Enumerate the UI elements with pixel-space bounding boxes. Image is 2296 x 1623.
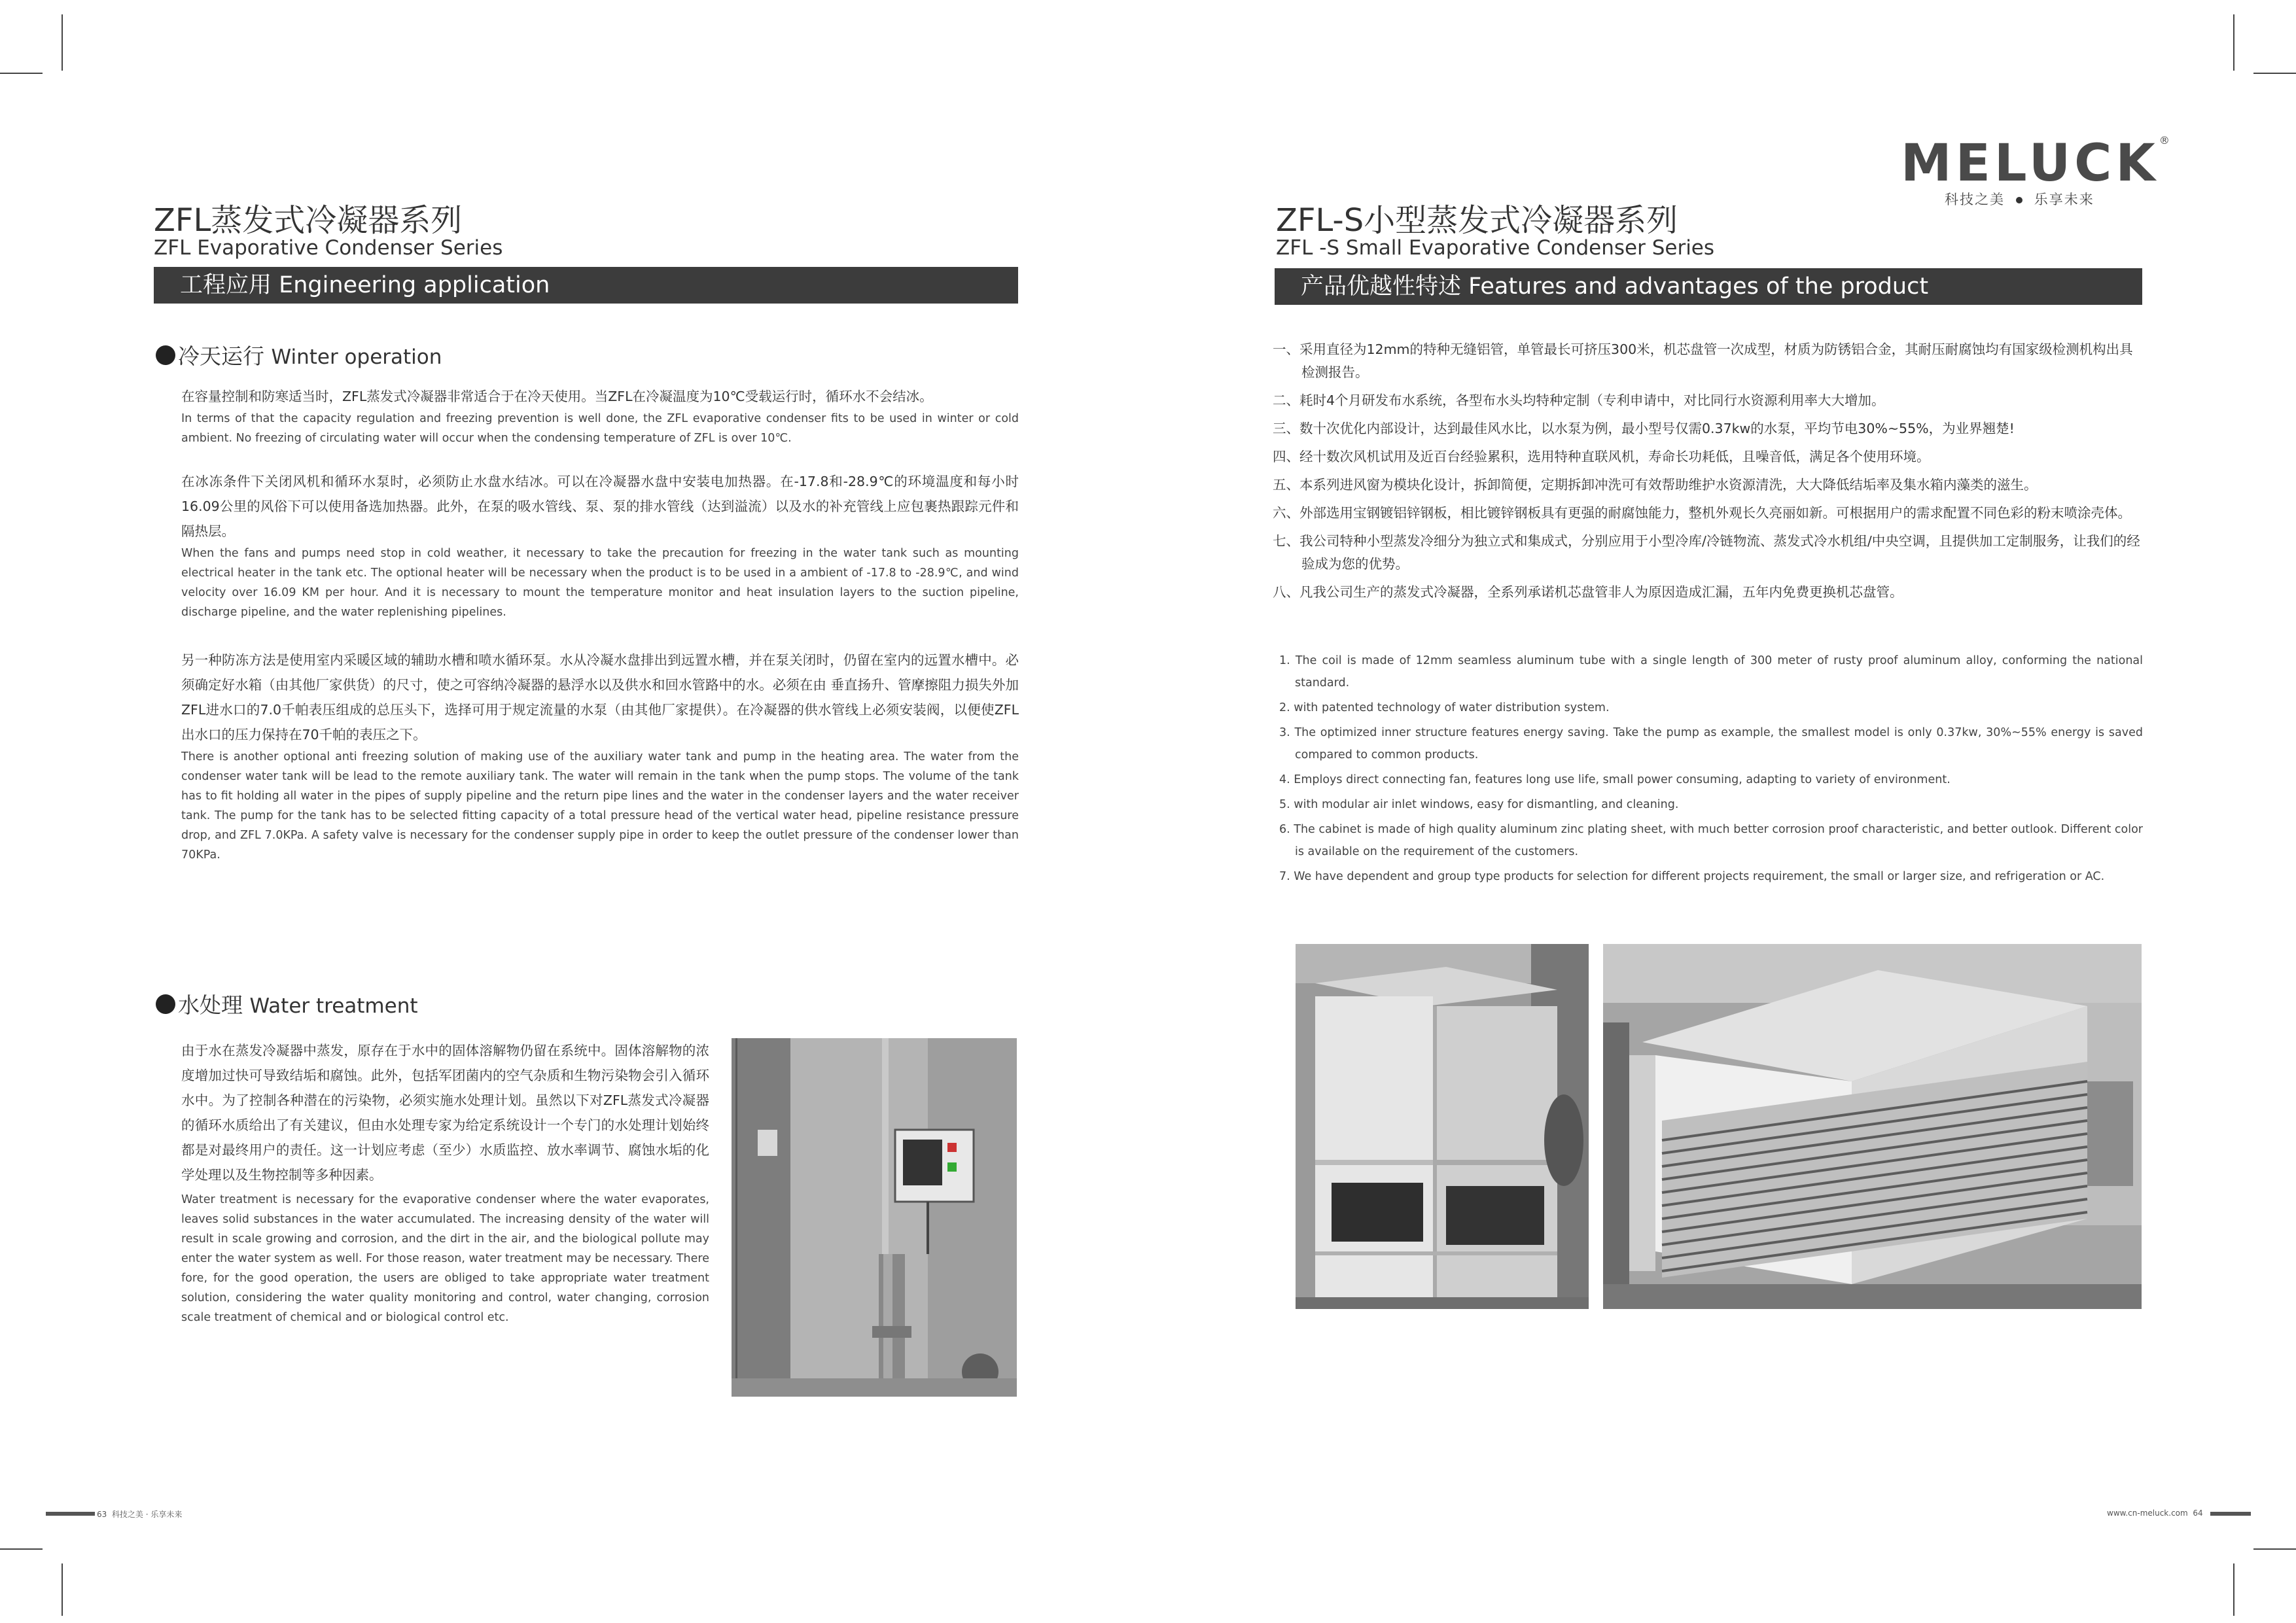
- list-item: 七、我公司特种小型蒸发冷细分为独立式和集成式，分别应用于小型冷库/冷链物流、蒸发式冷水机组/中央空调，且提供加工定制服务，让我们的经验成为您的优势。: [1273, 533, 2140, 572]
- winter-heading: 冷天运行 Winter operation: [156, 345, 442, 368]
- condenser-unit-illustration: [1296, 944, 1589, 1309]
- crop-mark: [0, 73, 43, 74]
- condenser-units-illustration: [1603, 944, 2142, 1309]
- crop-mark: [2253, 73, 2296, 74]
- left-page-title-cn: ZFL蒸发式冷凝器系列: [154, 202, 463, 239]
- list-item: 一、采用直径为12mm的特种无缝铝管，单管最长可挤压300米，机芯盘管一次成型，材质为防锈铝合金，其耐压耐腐蚀均有国家级检测机构出具检测报告。: [1273, 341, 2133, 380]
- features-list-en: [1279, 650, 2143, 890]
- slogan-dot-icon: [2016, 197, 2022, 203]
- list-item: 1. The coil is made of 12mm seamless aluminum tube with a single length of 300 meter of rusty proof aluminum alloy, conforming the national standard.: [1279, 654, 2143, 689]
- crop-mark: [2253, 1548, 2296, 1550]
- list-item: 四、经十数次风机试用及近百台经验累积，选用特种直联风机，寿命长功耗低，且噪音低，满足各个使用环境。: [1273, 449, 1930, 464]
- list-item: 三、数十次优化内部设计，达到最佳风水比，以水泵为例，最小型号仅需0.37kw的水泵，平均节电30%~55%，为业界翘楚!: [1273, 421, 2015, 436]
- winter-paragraph-3: 另一种防冻方法是使用室内采暖区域的辅助水槽和喷水循环泵。水从冷凝水盘排出到远置水槽，并在泵关闭时，仍留在室内的远置水槽中。必须确定好水箱（由其他厂家供货）的尺寸，使之可容纳冷凝器的悬浮水以及供水和回水管路中的水。必须在由 垂直扬升、管摩擦阻力损失外加ZFL进水口的7.0千帕表压组成的总压头下，选择可用于规定流量的水泵（由其他厂家提供）。在冷凝器的供水管线上必须安装阀，以便使ZFL出水口的压力保持在70千帕的表压之下。 There is another optional anti freezing solution of making use of the auxiliary water tank and pump in the heating area. The water from the condenser water tank will be lead to the remote auxiliary tank. The water will remain in the tank when the pump stops. The volume of the tank has to fit holding all water in the pipes of supply pipeline and the return pipe lines and the water in the condenser layers and the water receiver tank. The pump for the tank has to be selected fitting capacity of a total pressure head of the vertical water head, pipeline resistance pressure drop, and ZFL 7.0KPa. A safety valve is necessary for the condenser supply pipe in order to keep the outlet pressure of the condenser lower than 70KPa.: [181, 652, 1019, 862]
- condenser-photo-2: [1603, 944, 2142, 1309]
- list-item: 六、外部选用宝钢镀铝锌钢板，相比镀锌钢板具有更强的耐腐蚀能力，整机外观长久亮丽如新。可根据用户的需求配置不同色彩的粉末喷涂壳体。: [1273, 505, 2131, 521]
- list-item: 5. with modular air inlet windows, easy for dismantling, and cleaning.: [1279, 798, 1679, 811]
- right-page-title-en: ZFL -S Small Evaporative Condenser Series: [1276, 236, 1715, 260]
- condenser-photo-1: [1296, 944, 1589, 1309]
- right-section-bar: 产品优越性特述 Features and advantages of the product: [1275, 268, 2142, 305]
- crop-mark: [62, 1563, 63, 1616]
- water-heading: 水处理 Water treatment: [156, 994, 418, 1017]
- bullet-icon: [156, 994, 175, 1014]
- water-treatment-photo: [732, 1038, 1017, 1397]
- right-footer: www.cn-meluck.com 64: [2107, 1509, 2203, 1518]
- winter-paragraph-2: 在冰冻条件下关闭风机和循环水泵时，必须防止水盘水结冰。可以在冷凝器水盘中安装电加热器。在-17.8和-28.9℃的环境温度和每小时16.09公里的风俗下可以使用备选加热器。此外，在泵的吸水管线、泵、泵的排水管线（达到溢流）以及水的补充管线上应包裹热跟踪元件和隔热层。 When the fans and pumps need stop in cold weather, it necessary to take the precaution for freezing in the water tank such as mounting electrical heater in the tank etc. The optional heater will be necessary when the product is to be used in a ambient of -17.8 to -28.9℃, and wind velocity over 16.09 KM per hour. And it is necessary to mount the temperature monitor and heat insulation layers to the suction pipeline, discharge pipeline, and the water replenishing pipelines.: [181, 474, 1019, 619]
- left-page-title-en: ZFL Evaporative Condenser Series: [154, 236, 503, 260]
- crop-mark: [2233, 14, 2234, 71]
- features-list-cn: [1273, 338, 2143, 609]
- crop-mark: [62, 14, 63, 71]
- crop-mark: [2233, 1563, 2234, 1616]
- meluck-logo: MELUCK®: [1901, 134, 2170, 193]
- winter-paragraph-1: 在容量控制和防寒适当时，ZFL蒸发式冷凝器非常适合于在冷天使用。当ZFL在冷凝温度为10℃受载运行时，循环水不会结冰。 In terms of that the capacity regulation and freezing prevention is well done, the ZFL evaporative condenser fits to be used in winter or cold ambient. No freezing of circulating water will occur when the condensing temperature of ZFL is over 10℃.: [181, 389, 1019, 445]
- brand-slogan: 科技之美 乐享未来: [1945, 192, 2094, 207]
- footer-bar: [46, 1512, 95, 1516]
- water-paragraph: 由于水在蒸发冷凝器中蒸发，原存在于水中的固体溶解物仍留在系统中。固体溶解物的浓度增加过快可导致结垢和腐蚀。此外，包括军团菌内的空气杂质和生物污染物会引入循环水中。为了控制各种潜在的污染物，必须实施水处理计划。虽然以下对ZFL蒸发式冷凝器的循环水质给出了有关建议，但由水处理专家为给定系统设计一个专门的水处理计划始终都是对最终用户的责任。这一计划应考虑（至少）水质监控、放水率调节、腐蚀水垢的化学处理以及生物控制等多种因素。 Water treatment is necessary for the evaporative condenser where the water evaporates, leaves solid substances in the water accumulated. The increasing density of the water will result in scale growing and corrosion, and the dirt in the air, and the biological pollute may enter the water system as well. For those reason, water treatment may be necessary. There fore, for the good operation, the users are obliged to take appropriate water treatment solution, considering the water quality monitoring and control, water changing, corrosion scale treatment of chemical and or biological control etc.: [181, 1043, 709, 1324]
- right-page-title-cn: ZFL-S小型蒸发式冷凝器系列: [1276, 202, 1678, 239]
- list-item: 7. We have dependent and group type products for selection for different projects requirement, the small or larger size, and refrigeration or AC.: [1279, 870, 2105, 883]
- list-item: 3. The optimized inner structure features energy saving. Take the pump as example, the smallest model is only 0.37kw, 30%~55% energy is saved compared to common products.: [1279, 726, 2143, 761]
- left-section-bar: 工程应用 Engineering application: [154, 267, 1018, 304]
- left-footer: 63 科技之美 · 乐享未来: [97, 1510, 183, 1519]
- list-item: 八、凡我公司生产的蒸发式冷凝器，全系列承诺机芯盘管非人为原因造成汇漏，五年内免费更换机芯盘管。: [1273, 584, 1903, 600]
- list-item: 4. Employs direct connecting fan, features long use life, small power consuming, adapting to variety of environment.: [1279, 773, 1951, 786]
- water-treatment-illustration: [732, 1038, 1017, 1397]
- crop-mark: [0, 1548, 43, 1550]
- list-item: 2. with patented technology of water distribution system.: [1279, 701, 1610, 714]
- footer-bar: [2210, 1512, 2251, 1516]
- list-item: 二、耗时4个月研发布水系统，各型布水头均特种定制（专利申请中，对比同行水资源利用率大大增加。: [1273, 393, 1885, 408]
- list-item: 五、本系列进风窗为模块化设计，拆卸简便，定期拆卸冲洗可有效帮助维护水资源清洗，大大降低结垢率及集水箱内藻类的滋生。: [1273, 477, 2038, 493]
- bullet-icon: [156, 345, 175, 365]
- list-item: 6. The cabinet is made of high quality aluminum zinc plating sheet, with much better corrosion proof characteristic, and better outlook. Different color is available on the requirement of the customers.: [1279, 823, 2143, 858]
